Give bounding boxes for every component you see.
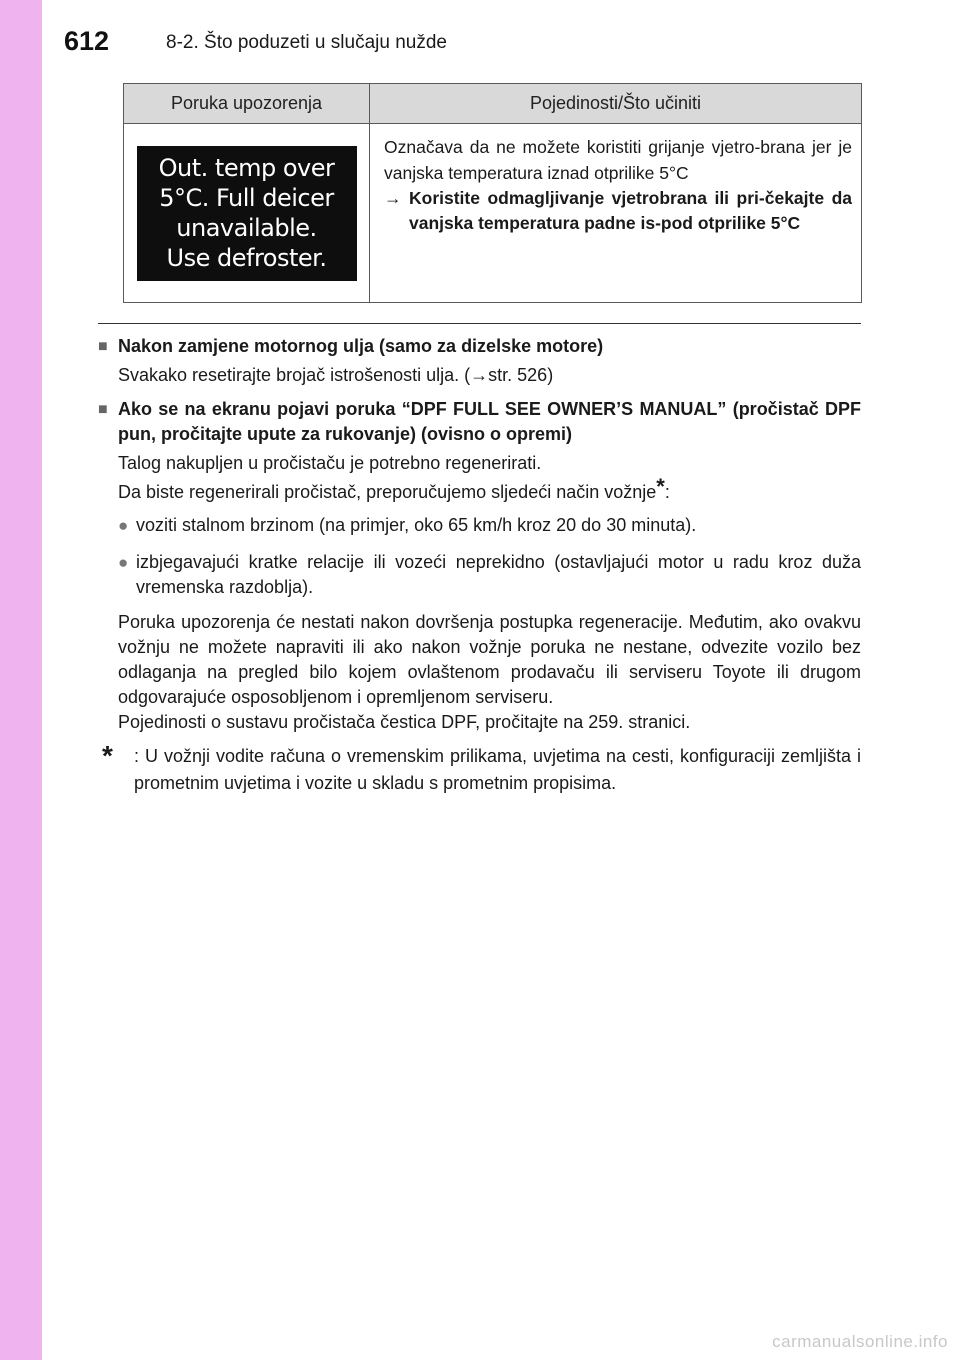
message-cell [124, 124, 370, 302]
dpf-paragraph-4: Pojedinosti o sustavu pročistača čestica DPF, pročitajte na 259. stranici. [118, 712, 691, 732]
detail-action [384, 186, 852, 236]
section-title: 8-2. Što poduzeti u slučaju nužde [166, 32, 447, 53]
detail-action-text: Koristite odmagljivanje vjetrobrana ili pri-čekajte da vanjska temperatura padne is-pod otprilike 5°C [409, 188, 852, 233]
table-header-details: Pojedinosti/Što učiniti [529, 93, 702, 113]
table-header-message: Poruka upozorenja [124, 84, 370, 123]
warning-table [123, 83, 862, 303]
dpf-paragraph-2-end: : [664, 482, 670, 502]
heading-oil-change: Nakon zamjene motornog ulja (samo za dizelske motore) [118, 336, 604, 356]
footnote-text: : U vožnji vodite računa o vremenskim prilikama, uvjetima na cesti, konfiguraciji zemljišta i prometnim uvjetima i vozite u skladu s prometnim propisima. [134, 746, 861, 793]
watermark: carmanualsonline.info [772, 1332, 948, 1351]
display-message-screen [137, 146, 357, 281]
list-item [98, 513, 861, 538]
display-message-line: 5°C. Full deicer [159, 184, 334, 212]
dpf-paragraph-2 [98, 474, 861, 505]
details-cell [370, 124, 861, 302]
square-bullet-icon: ■ [98, 338, 108, 355]
list-item-text: izbjegavajući kratke relacije ili vozeći neprekidno (ostavljajući motor u radu kroz duža vremenska razdoblja). [136, 552, 861, 597]
circle-bullet-icon: ● [118, 553, 129, 572]
main-content [98, 334, 861, 797]
section-heading [98, 397, 861, 447]
dpf-paragraph-1: Talog nakupljen u pročistaču je potrebno regenerirati. [118, 453, 542, 473]
section-heading [98, 334, 861, 359]
display-message-line: unavailable. [176, 214, 317, 242]
oil-reset-paragraph: Svakako resetirajte brojač istrošenosti ulja. (→str. 526) [118, 365, 554, 385]
table-header-row [124, 84, 861, 124]
list-item-text: voziti stalnom brzinom (na primjer, oko 65 km/h kroz 20 do 30 minuta). [136, 515, 697, 535]
square-bullet-icon: ■ [98, 401, 108, 418]
table-row [124, 124, 861, 302]
detail-description: Označava da ne možete koristiti grijanje vjetro-brana jer je vanjska temperatura iznad otprilike 5°C [384, 137, 852, 183]
dpf-paragraph-3: Poruka upozorenja će nestati nakon dovršenja postupka regeneracije. Međutim, ako ovakvu vožnju ne možete napraviti ili ako nakon vožnje poruka ne nestane, odvezite vozilo bez odlaganja na pregled bilo kojem ovlaštenom prodavaču ili serviseru Toyote ili drugom odgovarajuće osposobljenom i opremljenom serviseru. [118, 612, 861, 707]
asterisk-icon: * [102, 740, 113, 771]
list-item [98, 550, 861, 600]
section-divider [98, 323, 861, 324]
footnote [98, 740, 861, 797]
dpf-paragraph-2-text: Da biste regenerirali pročistač, preporučujemo sljedeći način vožnje [118, 482, 657, 502]
footnote-reference: * [656, 474, 665, 499]
display-message-line: Out. temp over [158, 154, 335, 182]
display-message-line: Use defroster. [166, 244, 327, 272]
arrow-right-icon: → [384, 188, 402, 208]
circle-bullet-icon: ● [118, 516, 129, 535]
chapter-side-tab [0, 0, 42, 1360]
page-number: 612 [64, 26, 110, 56]
heading-dpf-full: Ako se na ekranu pojavi poruka “DPF FULL SEE OWNER’S MANUAL” (pročistač DPF pun, pročitajte upute za rukovanje) (ovisno o opremi) [118, 399, 861, 444]
